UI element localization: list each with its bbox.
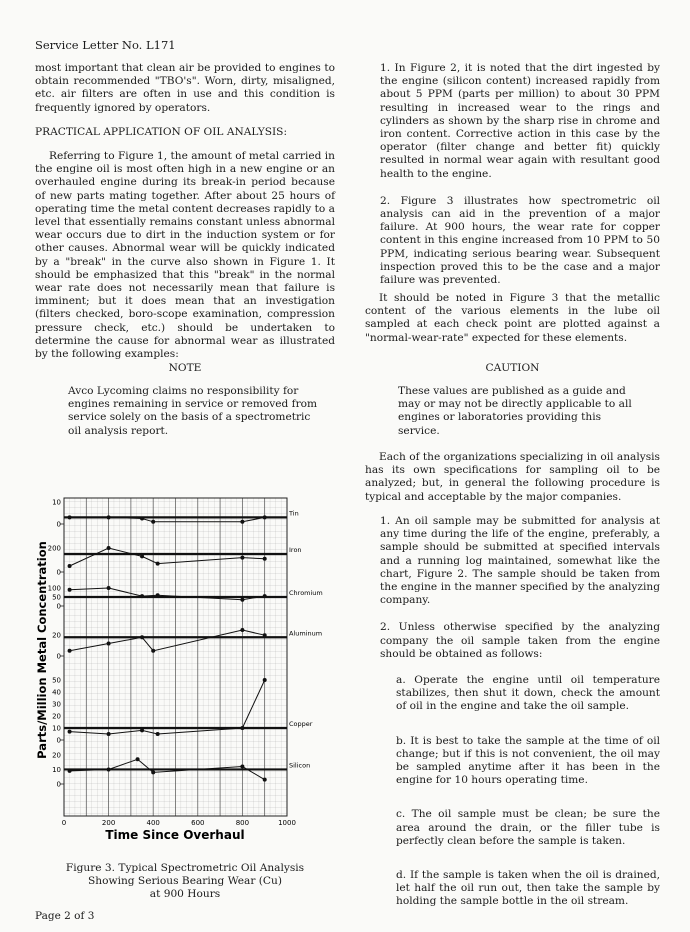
y-tick-label: 10 [52, 765, 61, 774]
data-point [263, 633, 267, 637]
caption-line-1: Figure 3. Typical Spectrometric Oil Analysis [65, 862, 305, 874]
substep-b: b. It is best to take the sample at the time of oil change; but if this is not convenient, the oil may be sampled anytime after it has been in the engine for 10 hours operating time. [396, 734, 660, 787]
metal-content-paragraph: It should be noted in Figure 3 that the metallic content of the various elements in the lube oil sampled at each check point are plotted against a "normal-wear-rate" expected for these elements. [365, 292, 660, 344]
data-point [263, 515, 267, 519]
step-1: 1. An oil sample may be submitted for analysis at any time during the life of the engine, preferably, a sample should be submitted at specified intervals and a running log maintained, somewhat like the chart, Figure 2. The sample should be taken from the engine in the manner specified by the analyzing company. [380, 515, 660, 607]
x-tick-label: 800 [235, 819, 250, 827]
right-column-top [380, 62, 660, 287]
data-point [140, 554, 144, 558]
y-tick-label: 20 [52, 751, 61, 760]
note-text: Avco Lycoming claims no responsibility for engines remaining in service or removed from service solely on the basis of a spectrometric oil analysis report. [68, 385, 318, 437]
y-tick-label: 10 [52, 498, 61, 507]
y-tick-label: 100 [47, 584, 61, 593]
data-point [107, 515, 111, 519]
caption-line-3: at 900 Hours [149, 888, 221, 901]
figure-caption [35, 862, 335, 902]
y-tick-label: 50 [52, 593, 61, 602]
section-title: PRACTICAL APPLICATION OF OIL ANALYSIS: [35, 125, 288, 138]
item-2: 2. Figure 3 illustrates how spectrometric oil analysis can aid in the prevention of a major failure. At 900 hours, the wear rate for copper content in this engine increased from 10 PPM to 50 PPM, indicating serious bearing wear. Subsequent inspection proved this to be the case and a major failure was prevented. [380, 194, 660, 287]
y-tick-label: 0 [56, 602, 61, 611]
x-tick-label: 400 [146, 819, 160, 827]
procedure-list [380, 515, 660, 661]
paragraph-figure1: Referring to Figure 1, the amount of metal carried in the engine oil is most often high in a new engine or an overhauled engine during its break-in period because of new parts mating together. After about 25 hours of operating time the metal content decreases rapidly to a level that essentially remains constant unless abnormal wear occurs due to dirt in the induction system or for other causes. Abnormal wear will be quickly indicated by a "break" in the curve also shown in Figure 1. It should be emphasized that this "break" in the normal wear rate does not necessarily mean that failure is imminent; but it does mean that an investigation (filters checked, boro-scope examination, compression pressure check, etc.) should be undertaken to determine the cause for abnormal wear as illustrated by the following examples: [35, 150, 335, 361]
substeps [396, 674, 660, 909]
data-point [240, 628, 244, 632]
data-point [240, 556, 244, 560]
y-tick-label: 50 [52, 676, 61, 685]
data-point [68, 564, 72, 568]
chart-xlabel: Time Since Overhaul [105, 828, 245, 842]
organizations-paragraph-box [365, 451, 660, 504]
x-tick-label: 200 [101, 819, 116, 827]
series-label: Iron [289, 546, 302, 554]
y-tick-label: 40 [52, 688, 61, 697]
step-2: 2. Unless otherwise specified by the analyzing company the oil sample taken from the engine should be obtained as follows: [380, 621, 660, 660]
series-label: Chromium [289, 589, 323, 597]
y-tick-label: 200 [47, 544, 61, 553]
data-point [240, 520, 244, 524]
data-point [140, 594, 144, 598]
data-point [240, 726, 244, 730]
data-point [140, 635, 144, 639]
data-point [107, 586, 111, 590]
substep-d: d. If the sample is taken when the oil is drained, let half the oil run out, then take the sample by holding the sample bottle in the oil stream. [396, 869, 660, 908]
data-point [68, 769, 72, 773]
substep-a: a. Operate the engine until oil temperature stabilizes, then shut it down, check the amount of oil in the engine and take the oil sample. [396, 674, 660, 713]
x-tick-label: 1000 [278, 819, 296, 827]
data-point [68, 730, 72, 734]
right-note-paragraph-box [365, 292, 660, 345]
data-point [68, 588, 72, 592]
x-tick-label: 0 [61, 819, 67, 827]
data-point [140, 517, 144, 521]
data-point [156, 593, 160, 597]
data-point [263, 557, 267, 561]
organizations-paragraph: Each of the organizations specializing in oil analysis has its own specifications for sampling oil to be analyzed; but, in general the following procedure is typical and acceptable by the major companies. [365, 451, 660, 503]
data-point [68, 515, 72, 519]
service-letter-number: Service Letter No. L171 [35, 38, 176, 52]
series-label: Copper [289, 720, 313, 728]
data-point [151, 520, 155, 524]
data-point [107, 767, 111, 771]
data-point [240, 598, 244, 602]
data-point [156, 732, 160, 736]
data-point [68, 649, 72, 653]
data-point [156, 562, 160, 566]
left-column [35, 62, 335, 361]
spectrometric-chart [30, 490, 330, 844]
series-label: Silicon [289, 761, 311, 770]
caption-line-2: Showing Serious Bearing Wear (Cu) [88, 875, 282, 888]
y-tick-label: 10 [52, 724, 61, 733]
chart-ylabel: Parts/Million Metal Concentration [35, 541, 49, 759]
data-point [136, 757, 140, 761]
data-point [140, 728, 144, 732]
note-title: NOTE [168, 362, 202, 374]
y-tick-label: 30 [52, 700, 61, 709]
data-point [263, 778, 267, 782]
y-tick-label: 20 [52, 631, 61, 640]
y-tick-label: 20 [52, 712, 61, 721]
item-1: 1. In Figure 2, it is noted that the dirt ingested by the engine (silicon content) increased rapidly from about 5 PPM (parts per million) to about 30 PPM resulting in increased wear to the rings and cylinders as shown by the sharp rise in chrome and iron content. Corrective action in this case by the operator (filter change and better fit) quickly resulted in normal wear again with resultant good health to the engine. [380, 62, 660, 180]
caution-text: These values are published as a guide and may or may not be directly applicable to all engines or laboratories providing this service. [398, 385, 632, 437]
data-point [151, 770, 155, 774]
data-point [107, 546, 111, 550]
caution-title: CAUTION [485, 362, 540, 374]
x-tick-label: 600 [191, 819, 205, 827]
intro-paragraph: most important that clean air be provided to engines to obtain recommended "TBO's". Worn, dirty, misaligned, etc. air filters are often in use and this condition is frequently ignored by operators. [35, 62, 335, 114]
data-point [263, 678, 267, 682]
data-point [107, 642, 111, 646]
data-point [107, 732, 111, 736]
data-point [240, 765, 244, 769]
page-number: Page 2 of 3 [35, 910, 95, 922]
y-tick-label: 0 [56, 736, 61, 745]
y-tick-label: 0 [56, 652, 61, 661]
series-label: Aluminum [289, 629, 323, 638]
y-tick-label: 0 [56, 520, 61, 529]
y-tick-label: 0 [56, 568, 61, 577]
data-point [151, 649, 155, 653]
series-label: Tin [289, 509, 299, 518]
substep-c: c. The oil sample must be clean; be sure the area around the drain, or the filler tube is perfectly clean before the sample is taken. [396, 808, 660, 847]
y-tick-label: 0 [56, 780, 61, 789]
data-point [263, 594, 267, 598]
